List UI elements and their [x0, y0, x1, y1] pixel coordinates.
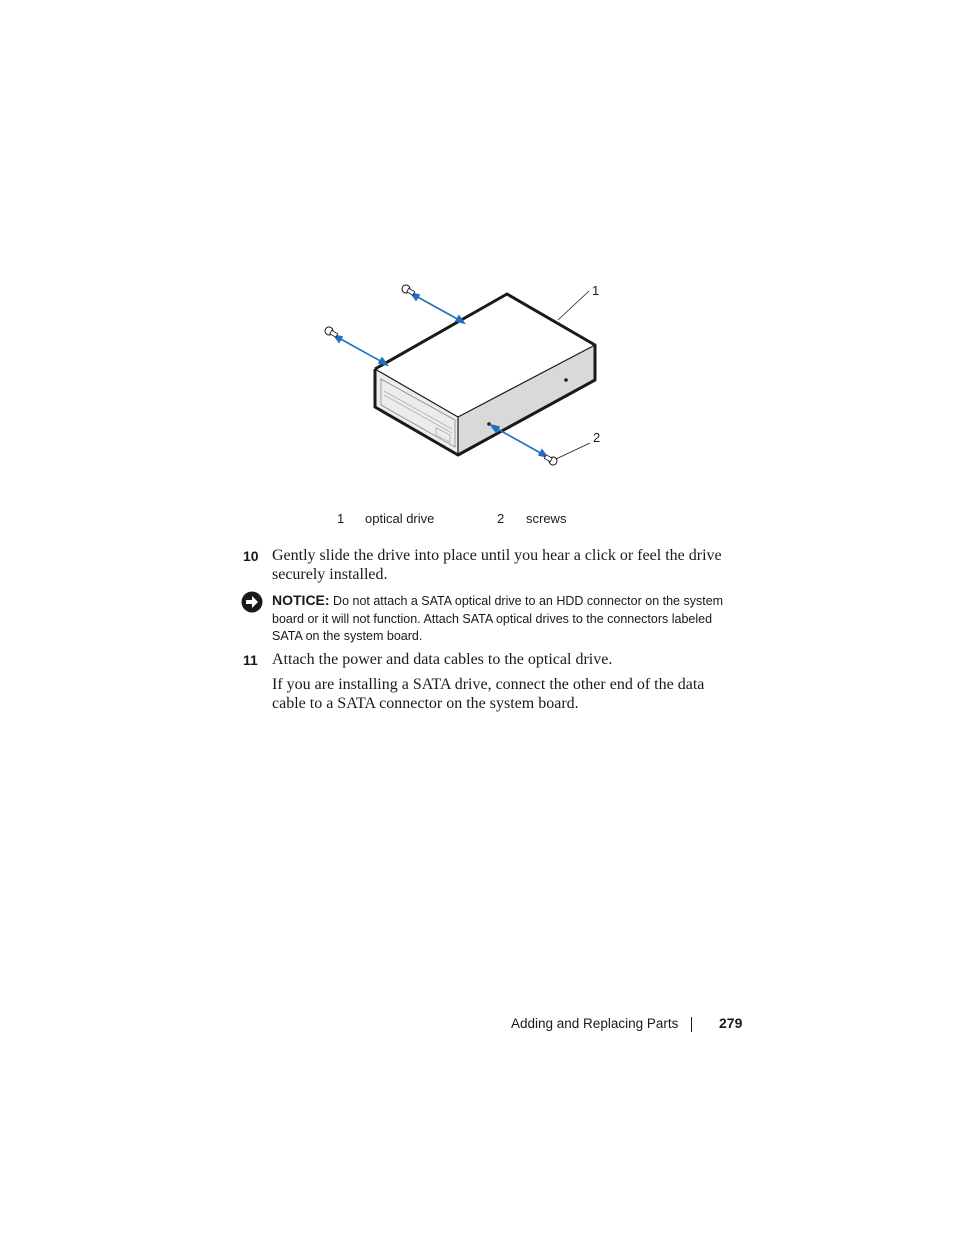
- step-number: 10: [243, 548, 259, 564]
- notice-label: NOTICE:: [272, 592, 330, 608]
- footer-separator: [691, 1017, 692, 1032]
- notice-block: [272, 592, 742, 646]
- page-number: 279: [719, 1015, 743, 1031]
- step-followup-text: If you are installing a SATA drive, connect the other end of the data cable to a SATA connector on the system board.: [272, 676, 705, 712]
- notice-text: Do not attach a SATA optical drive to an HDD connector on the system board or it will not function. Attach SATA optical drives to the connectors labeled SATA on the system board.: [272, 594, 724, 643]
- footer-section-title: Adding and Replacing Parts: [511, 1016, 679, 1031]
- legend-label-2: screws: [526, 511, 567, 526]
- step-text: Attach the power and data cables to the optical drive.: [272, 651, 613, 668]
- optical-drive-illustration: [318, 275, 618, 475]
- callout-2: 2: [593, 430, 601, 445]
- screw-hole: [564, 378, 568, 382]
- legend-num-2: 2: [497, 511, 505, 526]
- step-text: Gently slide the drive into place until you hear a click or feel the drive securely installed.: [272, 547, 722, 583]
- callout-1: 1: [592, 283, 600, 298]
- notice-arrow-icon: [241, 591, 263, 613]
- legend-label-1: optical drive: [365, 511, 435, 526]
- legend-num-1: 1: [337, 511, 345, 526]
- optical-drive-figure: [318, 275, 618, 475]
- step-number: 11: [243, 652, 258, 668]
